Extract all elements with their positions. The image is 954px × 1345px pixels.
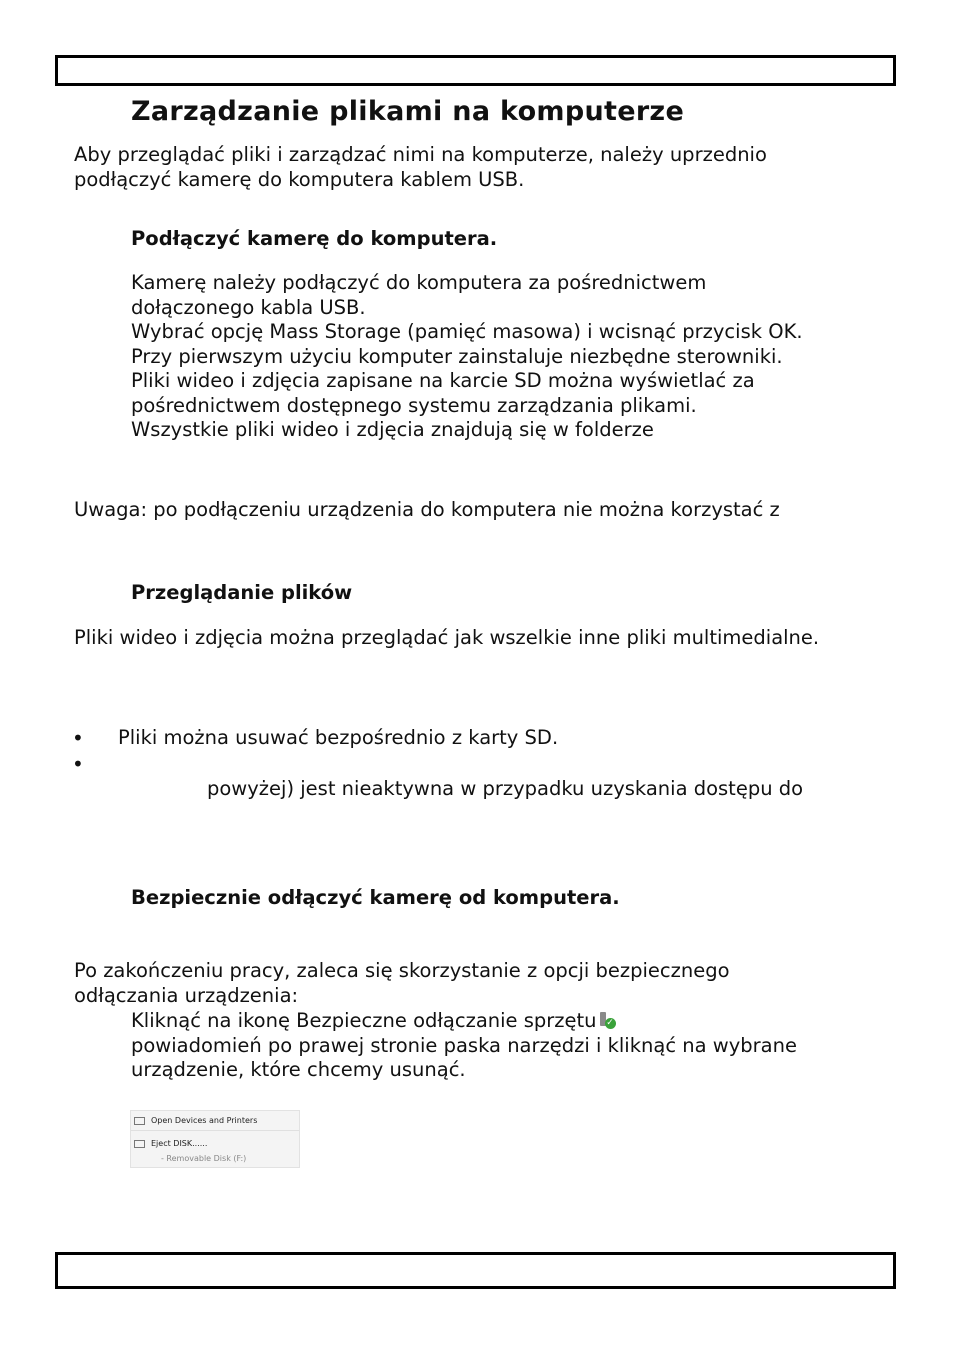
connect-line: dołączonego kabla USB. <box>131 295 366 319</box>
printer-icon <box>134 1117 145 1125</box>
disconnect-heading: Bezpiecznie odłączyć kamerę od komputera. <box>131 886 620 909</box>
intro-line: Aby przeglądać pliki i zarządzać nimi na komputerze, należy uprzednio <box>74 143 767 166</box>
connect-line: pośrednictwem dostępnego systemu zarządzania plikami. <box>131 393 697 417</box>
connect-paragraph <box>131 271 803 443</box>
connect-line: Kamerę należy podłączyć do komputera za pośrednictwem <box>131 271 707 294</box>
menu-sub-item-removable-disk[interactable]: - Removable Disk (F:) <box>161 1154 247 1163</box>
disconnect-intro-line: Po zakończeniu pracy, zaleca się skorzystanie z opcji bezpiecznego <box>74 959 730 982</box>
header-frame <box>55 55 896 86</box>
disconnect-line: powiadomień po prawej stronie paska narzędzi i kliknąć na wybrane <box>131 1033 797 1057</box>
connect-line: Pliki wideo i zdjęcia zapisane na karcie SD można wyświetlać za <box>131 369 755 392</box>
bullet-item: Pliki można usuwać bezpośrednio z karty SD. <box>118 726 559 749</box>
page-title: Zarządzanie plikami na komputerze <box>131 96 685 127</box>
intro-line: podłączyć kamerę do komputera kablem USB. <box>74 167 525 191</box>
browse-heading: Przeglądanie plików <box>131 581 353 604</box>
usb-drive-icon <box>134 1140 145 1148</box>
bullet-continuation: powyżej) jest nieaktywna w przypadku uzyskania dostępu do <box>207 777 804 800</box>
menu-item-open-devices[interactable]: Open Devices and Printers <box>131 1116 257 1125</box>
connect-line: Wszystkie pliki wideo i zdjęcia znajdują się w folderze <box>131 418 654 441</box>
disconnect-line: Kliknąć na ikonę Bezpieczne odłączanie sprzętu ✓ <box>131 1009 614 1032</box>
disconnect-intro-line: odłączania urządzenia: <box>74 983 299 1007</box>
connect-line: Wybrać opcję Mass Storage (pamięć masowa) i wcisnąć przycisk OK. <box>131 320 803 343</box>
disconnect-steps <box>131 1009 797 1083</box>
eject-context-menu <box>130 1110 300 1168</box>
connect-line: Przy pierwszym użyciu komputer zainstaluje niezbędne sterowniki. <box>131 344 783 368</box>
intro-paragraph <box>74 143 767 192</box>
disconnect-line: urządzenie, które chcemy usunąć. <box>131 1058 466 1081</box>
menu-divider <box>131 1130 299 1131</box>
menu-item-eject-disk[interactable]: Eject DISK...... <box>131 1139 207 1148</box>
connect-heading: Podłączyć kamerę do komputera. <box>131 227 498 250</box>
disconnect-intro <box>74 959 730 1008</box>
bullet-dot-icon: • <box>72 752 84 776</box>
bullet-dot-icon: • <box>72 726 84 750</box>
safely-remove-hardware-icon[interactable]: ✓ <box>598 1012 616 1030</box>
browse-text: Pliki wideo i zdjęcia można przeglądać jak wszelkie inne pliki multimedialne. <box>74 626 820 649</box>
note-text: Uwaga: po podłączeniu urządzenia do komputera nie można korzystać z <box>74 498 780 521</box>
footer-frame <box>55 1252 896 1289</box>
